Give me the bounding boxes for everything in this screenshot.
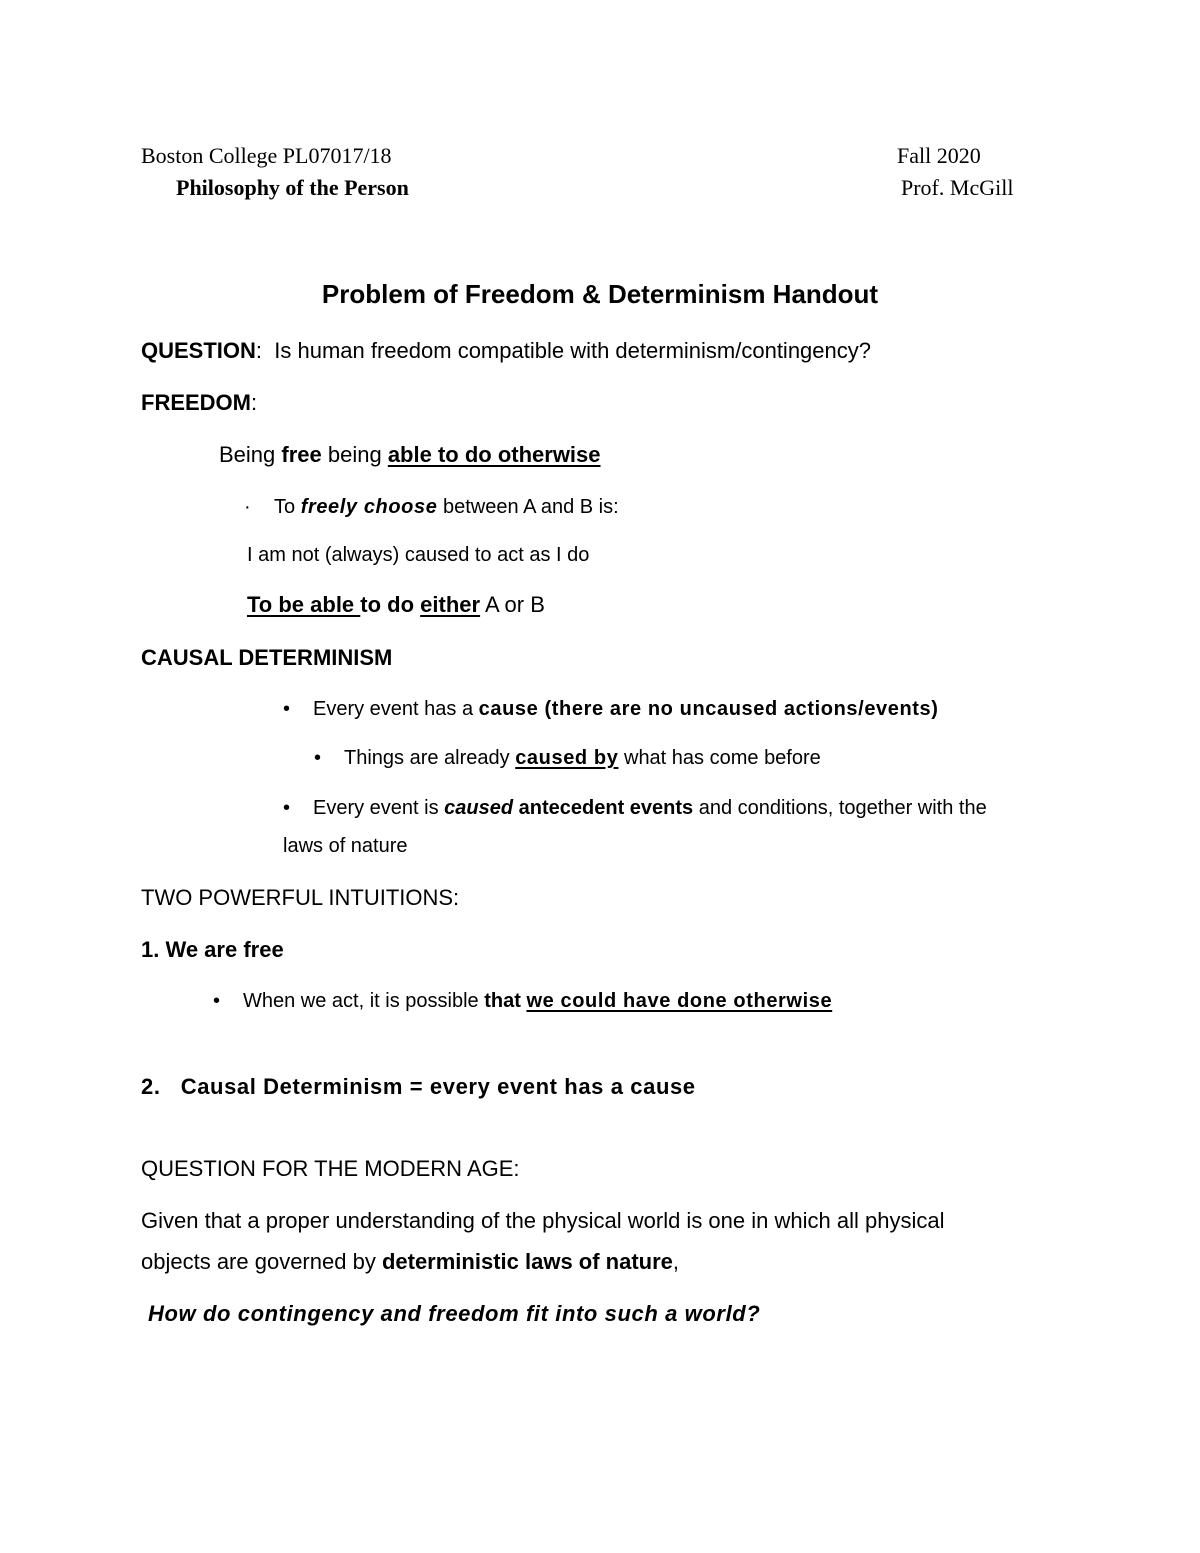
causal-b2-caused-by: caused by bbox=[515, 747, 619, 769]
intuition-1-bullet bbox=[213, 991, 832, 1011]
professor: Prof. McGill bbox=[901, 175, 1014, 200]
intuition-2-text: Causal Determinism = every event has a cause bbox=[180, 1074, 696, 1099]
choose-freely: freely choose bbox=[300, 496, 438, 518]
choose-text-1: To bbox=[274, 496, 301, 518]
intuitions-heading: TWO POWERFUL INTUITIONS: bbox=[141, 885, 460, 910]
course-title: Philosophy of the Person bbox=[176, 175, 409, 200]
bullet-icon: • bbox=[213, 990, 221, 1012]
bullet-icon: · bbox=[244, 496, 251, 518]
causal-b3-antecedent: antecedent events bbox=[513, 797, 694, 819]
choose-line bbox=[244, 497, 619, 517]
freedom-def-able: able to do otherwise bbox=[387, 442, 601, 467]
causal-b2-text-2: what has come before bbox=[618, 747, 821, 769]
question-line bbox=[141, 340, 871, 362]
freedom-heading bbox=[141, 392, 257, 414]
modern-comma: , bbox=[672, 1249, 680, 1274]
freedom-label: FREEDOM bbox=[141, 390, 251, 415]
choose-text-2: between A and B is: bbox=[437, 496, 619, 518]
causal-b3-text-1: Every event is bbox=[313, 797, 445, 819]
causal-b2-text-1: Things are already bbox=[344, 747, 516, 769]
closing-question: How do contingency and freedom fit into such a world? bbox=[148, 1301, 761, 1326]
question-colon: : bbox=[255, 338, 263, 363]
freedom-def-free: free bbox=[281, 442, 322, 467]
able-line bbox=[247, 594, 545, 616]
causal-bullet-2 bbox=[314, 748, 821, 768]
causal-b3-caused: caused bbox=[444, 797, 514, 819]
causal-bullet-3-continued: laws of nature bbox=[283, 835, 408, 857]
causal-b1-text: Every event has a bbox=[313, 698, 479, 720]
able-to-do: to do bbox=[360, 592, 421, 617]
modern-text: objects are governed by bbox=[141, 1249, 382, 1274]
term: Fall 2020 bbox=[897, 143, 981, 168]
freedom-def-text-1: Being bbox=[219, 442, 282, 467]
modern-laws: deterministic laws of nature bbox=[381, 1249, 673, 1274]
modern-heading: QUESTION FOR THE MODERN AGE: bbox=[141, 1156, 520, 1181]
intuition-2-number: 2. bbox=[141, 1074, 161, 1099]
not-caused-line: I am not (always) caused to act as I do bbox=[247, 544, 590, 566]
able-either: either bbox=[420, 592, 481, 617]
question-text: Is human freedom compatible with determinism/contingency? bbox=[274, 338, 871, 363]
causal-label: CAUSAL DETERMINISM bbox=[141, 645, 393, 670]
intuition-1-text: When we act, it is possible bbox=[243, 990, 485, 1012]
able-a-or-b: A or B bbox=[480, 592, 545, 617]
modern-paragraph-line-2 bbox=[141, 1251, 679, 1273]
intuition-1-otherwise: we could have done otherwise bbox=[526, 990, 833, 1012]
intuition-1: 1. We are free bbox=[141, 937, 284, 962]
page-title: Problem of Freedom & Determinism Handout bbox=[321, 279, 879, 309]
modern-paragraph-line-1: Given that a proper understanding of the physical world is one in which all physical bbox=[141, 1208, 945, 1233]
causal-bullet-3 bbox=[283, 798, 987, 818]
causal-b3-text-2: and conditions, together with the bbox=[693, 797, 987, 819]
freedom-definition bbox=[219, 444, 601, 466]
able-to-be-able: To be able bbox=[247, 592, 361, 617]
bullet-icon: • bbox=[283, 797, 291, 819]
course-code: Boston College PL07017/18 bbox=[141, 143, 392, 168]
causal-heading bbox=[141, 647, 392, 669]
freedom-def-text-2: being bbox=[321, 442, 388, 467]
freedom-colon: : bbox=[251, 390, 258, 415]
intuition-2 bbox=[141, 1076, 696, 1098]
causal-b1-cause: cause (there are no uncaused actions/events) bbox=[478, 698, 939, 720]
bullet-icon: • bbox=[314, 747, 322, 769]
question-label: QUESTION bbox=[141, 338, 256, 363]
causal-bullet-1 bbox=[283, 699, 939, 719]
bullet-icon: • bbox=[283, 698, 291, 720]
intuition-1-that: that bbox=[484, 990, 527, 1012]
